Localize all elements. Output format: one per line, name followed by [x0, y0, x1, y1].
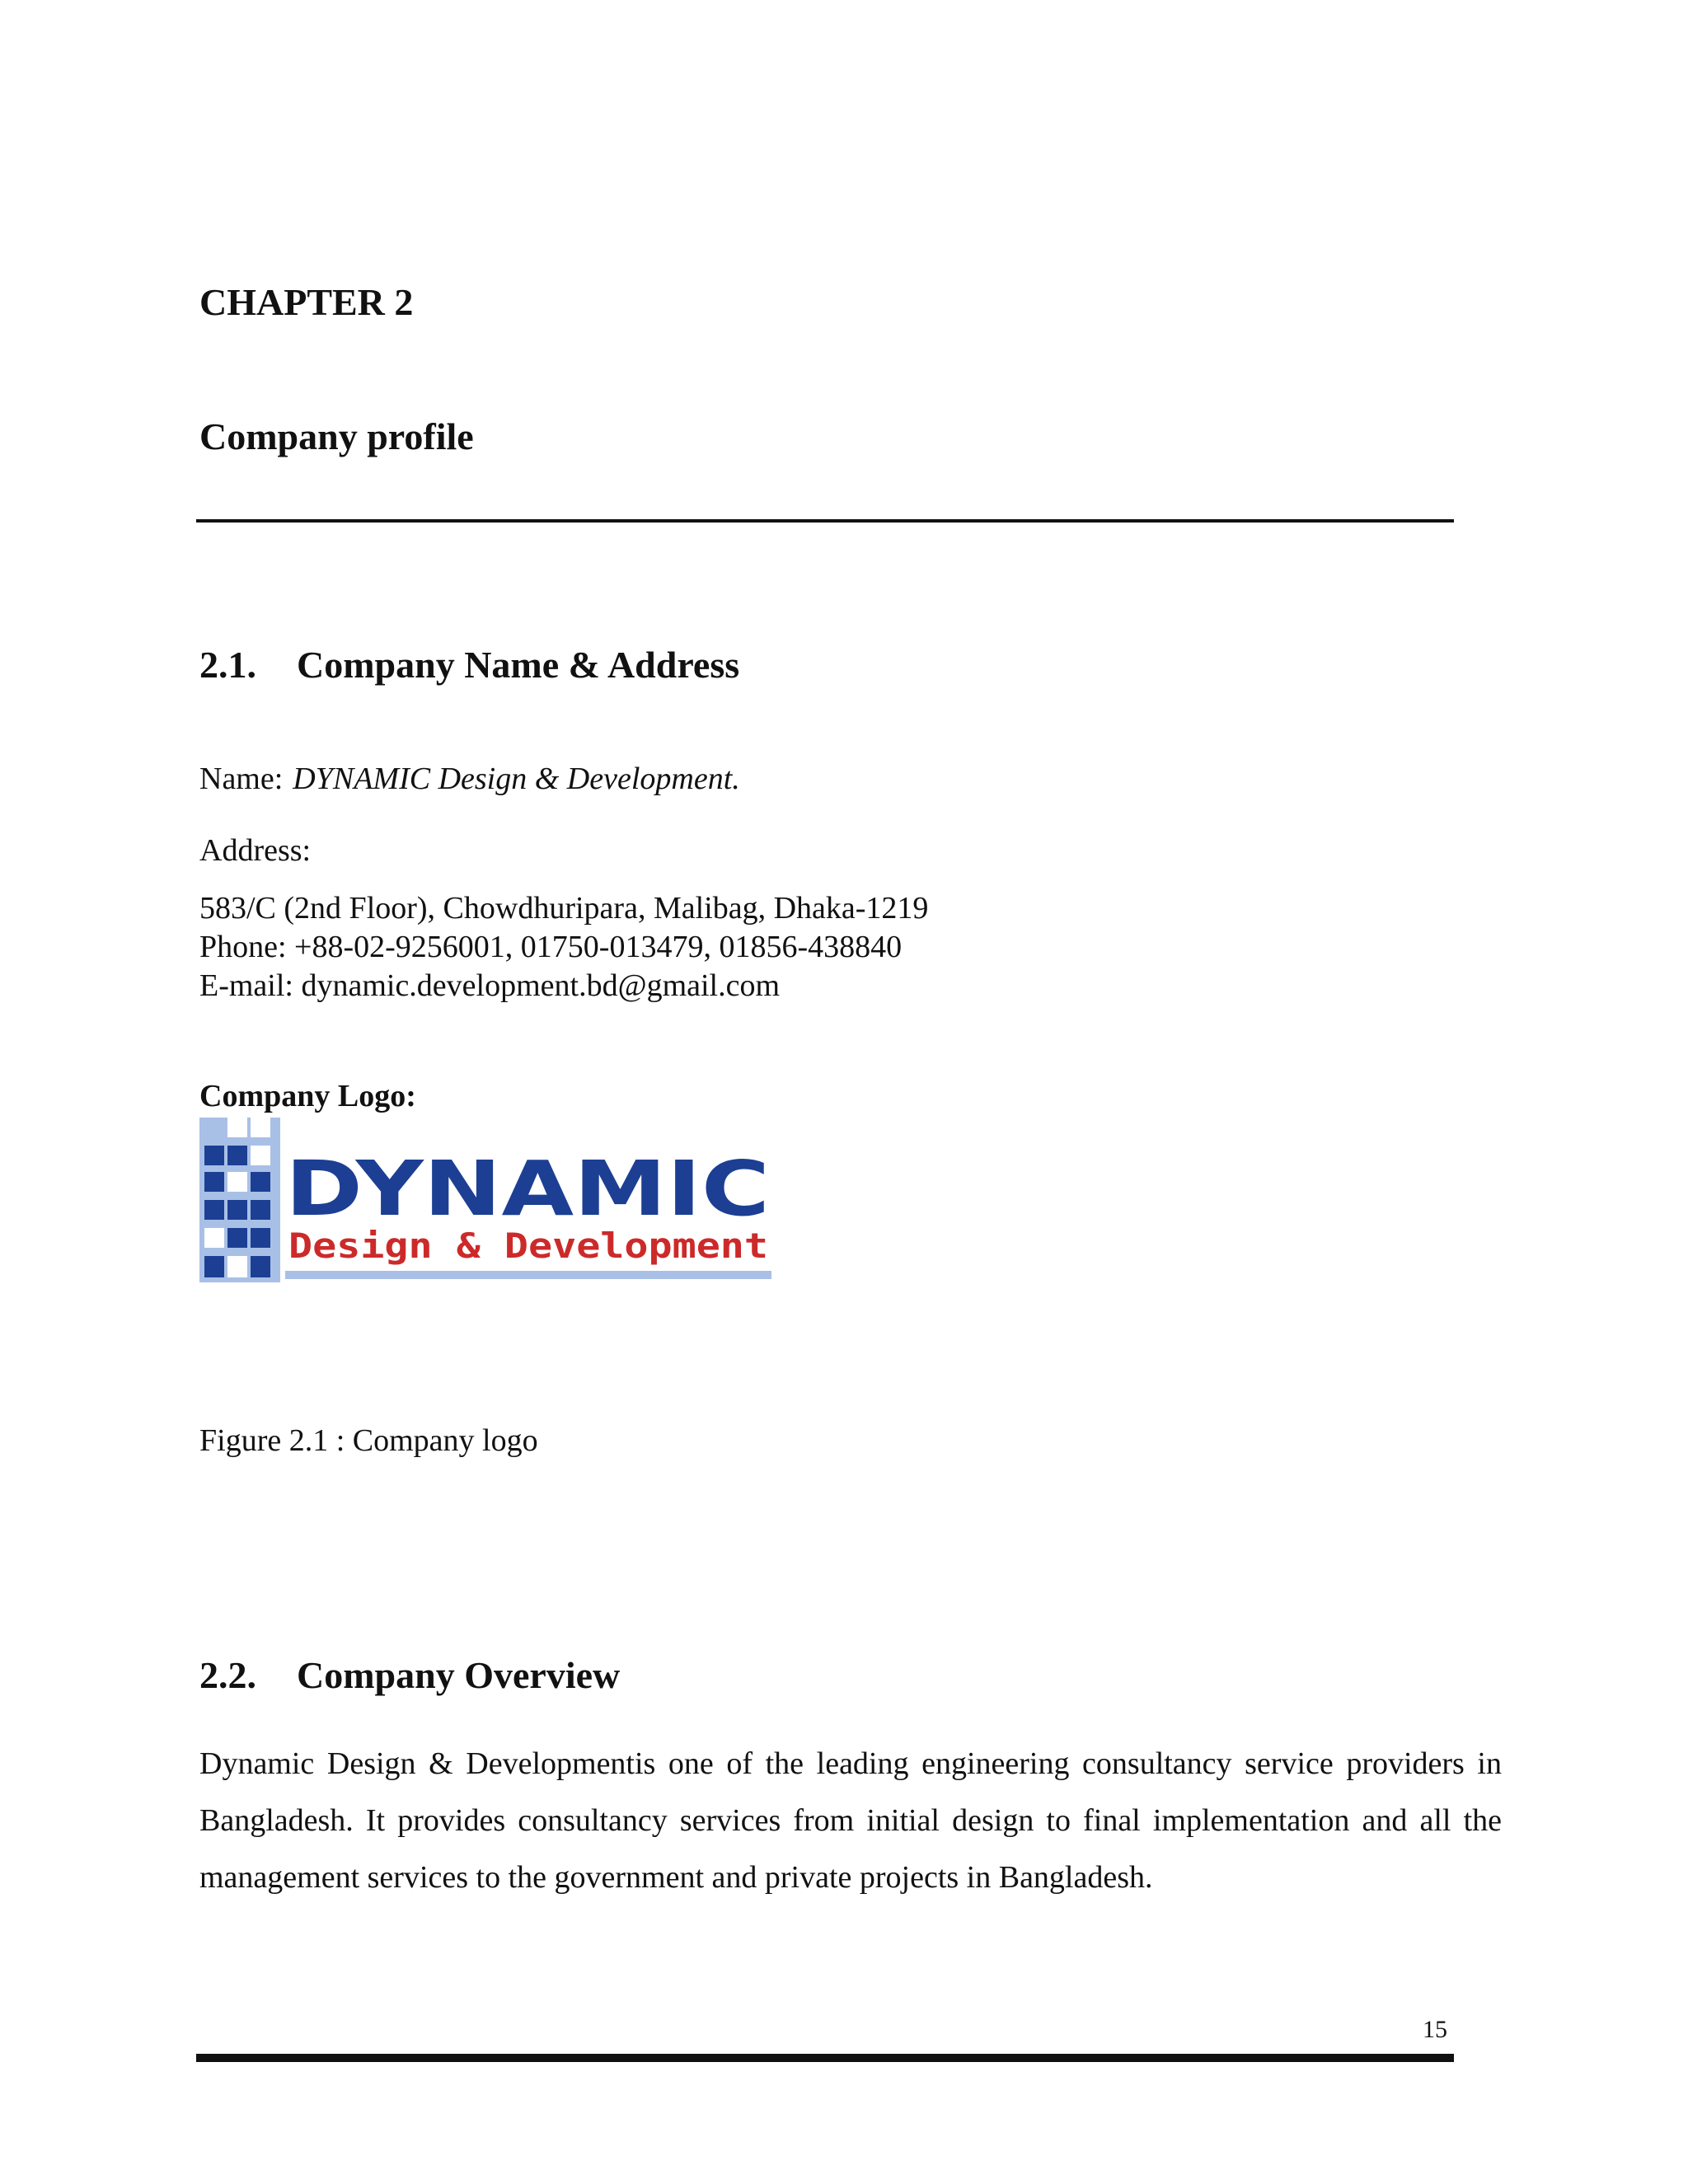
section-number: 2.1. — [199, 644, 256, 686]
section-heading-overview — [199, 1653, 620, 1697]
chapter-heading: CHAPTER 2 — [199, 281, 414, 323]
section-heading-name-address — [199, 643, 739, 687]
logo-tagline: Design & Development — [288, 1226, 768, 1266]
logo-wordmark: DYNAMIC — [285, 1145, 770, 1233]
bottom-divider — [196, 2054, 1454, 2062]
address-line: 583/C (2nd Floor), Chowdhuripara, Malibag, Dhaka-1219 — [199, 891, 929, 926]
logo-underline — [285, 1271, 771, 1279]
company-logo — [199, 1118, 776, 1282]
name-label: Name: — [199, 762, 284, 796]
overview-paragraph: Dynamic Design & Developmentis one of the leading engineering consultancy service providers in Bangladesh. It provides consultancy services from initial design to final implementation and all the management services to the government and private projects in Bangladesh. — [199, 1746, 1502, 1895]
logo-label: Company Logo: — [199, 1079, 416, 1113]
page-subtitle: Company profile — [199, 415, 474, 457]
section-number: 2.2. — [199, 1654, 256, 1696]
address-label: Address: — [199, 833, 312, 868]
company-name-value: DYNAMIC Design & Development. — [293, 762, 740, 796]
email-line: E-mail: dynamic.development.bd@gmail.com — [199, 968, 781, 1003]
phone-line: Phone: +88-02-9256001, 01750-013479, 01856-438840 — [199, 930, 903, 964]
section-title: Company Overview — [297, 1654, 621, 1696]
company-name-line — [199, 760, 740, 799]
top-divider — [196, 519, 1454, 523]
section-title: Company Name & Address — [297, 644, 740, 686]
figure-caption: Figure 2.1 : Company logo — [199, 1423, 538, 1458]
address-block — [199, 889, 928, 1005]
building-icon — [199, 1118, 280, 1282]
page-number: 15 — [1423, 2016, 1447, 2043]
